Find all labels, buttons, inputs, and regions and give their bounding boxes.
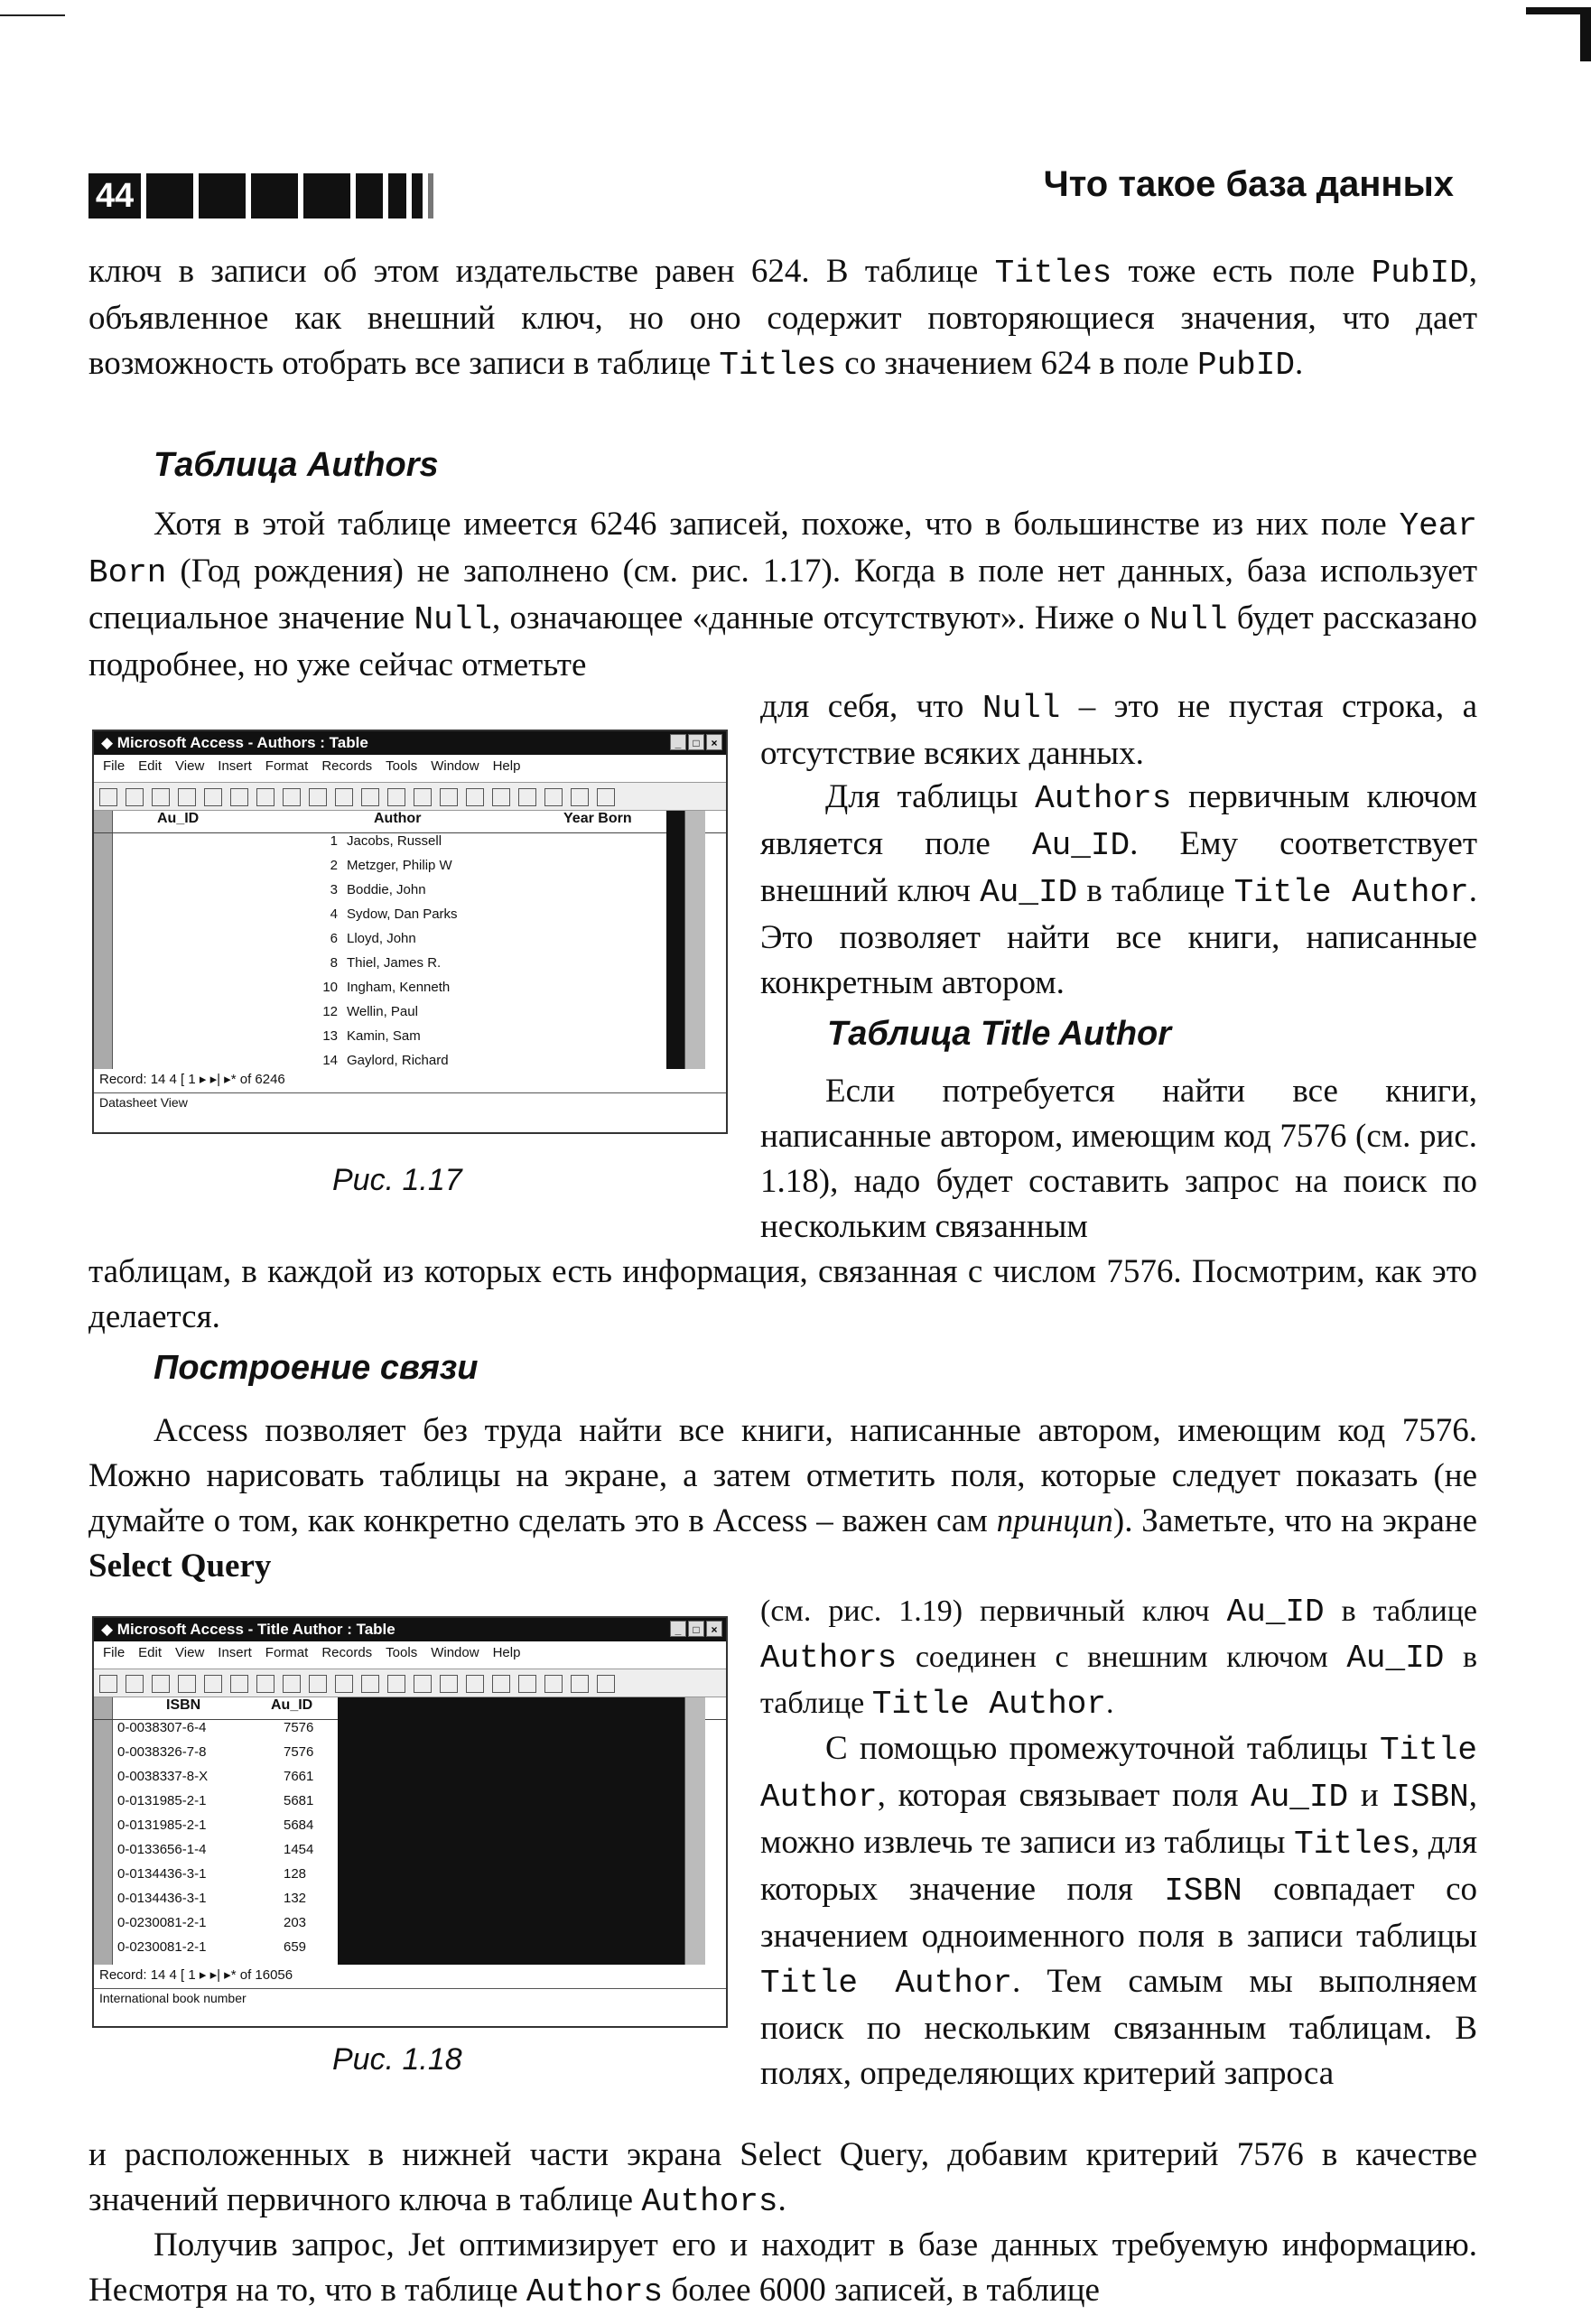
table-row[interactable] xyxy=(94,980,726,1004)
minimize-icon[interactable]: _ xyxy=(670,1621,686,1637)
cell-isbn: 0-0131985-2-1 xyxy=(117,1793,207,1808)
menu-tools[interactable]: Tools xyxy=(386,758,418,774)
window-title-bar: ◆ Microsoft Access - Authors : Table _ □ × xyxy=(94,731,726,755)
cell-au-id: 6 xyxy=(330,931,338,946)
datasheet-grid xyxy=(94,1697,726,1965)
cell-au-id: 203 xyxy=(284,1915,307,1930)
cell-au-id: 2 xyxy=(330,858,338,873)
cell-au-id: 1 xyxy=(330,833,338,849)
menu-help[interactable]: Help xyxy=(492,1645,521,1660)
record-navigator[interactable]: Record: 14 4 [ 1 ▸ ▸| ▸* of 16056 xyxy=(99,1967,293,1983)
cell-au-id: 4 xyxy=(330,906,338,922)
cell-au-id: 10 xyxy=(322,980,338,995)
paragraph: и расположенных в нижней части экрана Select Query, добавим критерий 7576 в качестве значений первичного ключа в таблице Authors. xyxy=(88,2136,1477,2220)
paragraph: Если потребуется найти все книги, написанные автором, имеющим код 7576 (см. рис. 1.18), надо будет составить запрос на поиск по нескольким связанным xyxy=(760,1073,1477,1245)
minimize-icon[interactable]: _ xyxy=(670,734,686,750)
menu-view[interactable]: View xyxy=(175,758,205,774)
col-isbn[interactable]: ISBN xyxy=(166,1697,201,1713)
cell-author: Boddie, John xyxy=(347,882,426,897)
cell-author: Sydow, Dan Parks xyxy=(347,906,458,922)
figure-caption: Рис. 1.18 xyxy=(332,2042,462,2077)
paragraph: для себя, что Null – это не пустая строка, а отсутствие всяких данных. xyxy=(760,688,1477,772)
cell-isbn: 0-0230081-2-1 xyxy=(117,1939,207,1955)
cell-au-id: 7576 xyxy=(284,1720,314,1735)
menu-format[interactable]: Format xyxy=(265,758,309,774)
chapter-title: Что такое база данных xyxy=(1043,164,1454,204)
vertical-scrollbar[interactable] xyxy=(684,811,705,1069)
table-row[interactable] xyxy=(94,1028,726,1053)
cell-author: Lloyd, John xyxy=(347,931,416,946)
window-title-bar: ◆ Microsoft Access - Title Author : Table _ □ × xyxy=(94,1618,726,1641)
cell-author: Gaylord, Richard xyxy=(347,1053,449,1068)
paragraph: (см. рис. 1.19) первичный ключ Au_ID в таблице Authors соединен с внешним ключом Au_ID в таблице Title Author. xyxy=(760,1594,1477,1723)
cell-au-id: 7576 xyxy=(284,1744,314,1760)
cell-au-id: 5684 xyxy=(284,1817,314,1833)
cell-au-id: 128 xyxy=(284,1866,307,1882)
cell-author: Wellin, Paul xyxy=(347,1004,418,1019)
cell-isbn: 0-0133656-1-4 xyxy=(117,1842,207,1857)
vertical-scrollbar[interactable] xyxy=(684,1697,705,1965)
menu-window[interactable]: Window xyxy=(431,1645,479,1660)
heading-relations: Построение связи xyxy=(154,1349,479,1387)
cell-author: Jacobs, Russell xyxy=(347,833,442,849)
cell-au-id: 12 xyxy=(322,1004,338,1019)
col-author[interactable]: Author xyxy=(374,811,422,826)
cell-author: Kamin, Sam xyxy=(347,1028,421,1044)
cell-author: Ingham, Kenneth xyxy=(347,980,451,995)
figure-caption: Рис. 1.17 xyxy=(332,1163,462,1197)
cell-au-id: 659 xyxy=(284,1939,307,1955)
cell-au-id: 1454 xyxy=(284,1842,314,1857)
menu-bar xyxy=(94,755,726,783)
cell-au-id: 3 xyxy=(330,882,338,897)
cell-isbn: 0-0230081-2-1 xyxy=(117,1915,207,1930)
table-row[interactable] xyxy=(94,882,726,906)
menu-view[interactable]: View xyxy=(175,1645,205,1660)
maximize-icon[interactable]: □ xyxy=(688,734,704,750)
close-icon[interactable]: × xyxy=(706,1621,722,1637)
table-row[interactable] xyxy=(94,858,726,882)
access-authors-window xyxy=(92,730,728,1134)
menu-records[interactable]: Records xyxy=(321,758,373,774)
cell-au-id: 14 xyxy=(322,1053,338,1068)
paragraph: С помощью промежуточной таблицы Title Author, которая связывает поля Au_ID и ISBN, можно извлечь те записи из таблицы Titles, для которых значение поля ISBN совпадает со значением одноименного поля в записи таблицы Title Author. Тем самым мы выполняем поиск по нескольким связанным таблицам. В полях, определяющих критерий запроса xyxy=(760,1730,1477,2092)
menu-records[interactable]: Records xyxy=(321,1645,373,1660)
menu-insert[interactable]: Insert xyxy=(218,758,252,774)
cell-isbn: 0-0131985-2-1 xyxy=(117,1817,207,1833)
col-au-id[interactable]: Au_ID xyxy=(157,811,200,826)
grid-header xyxy=(94,811,726,833)
cell-isbn: 0-0134436-3-1 xyxy=(117,1866,207,1882)
table-row[interactable] xyxy=(94,1053,726,1077)
table-row[interactable] xyxy=(94,955,726,980)
table-row[interactable] xyxy=(94,1004,726,1028)
access-title-author-window xyxy=(92,1616,728,2028)
menu-file[interactable]: File xyxy=(103,758,126,774)
paragraph: таблицам, в каждой из которых есть информация, связанная с числом 7576. Посмотрим, как это делается. xyxy=(88,1253,1477,1335)
cell-author: Metzger, Philip W xyxy=(347,858,452,873)
menu-help[interactable]: Help xyxy=(492,758,521,774)
close-icon[interactable]: × xyxy=(706,734,722,750)
cell-au-id: 132 xyxy=(284,1891,307,1906)
cell-isbn: 0-0038326-7-8 xyxy=(117,1744,207,1760)
heading-title-author: Таблица Title Author xyxy=(827,1015,1172,1053)
paragraph: ключ в записи об этом издательстве равен 624. В таблице Titles тоже есть поле PubID, объявленное как внешний ключ, но оно содержит повторяющиеся значения, что дает возможность отобрать все записи в таблице Titles со значением 624 в поле PubID. xyxy=(88,253,1477,384)
paragraph: Получив запрос, Jet оптимизирует его и находит в базе данных требуемую информацию. Несмотря на то, что в таблице Authors более 6000 записей, в таблице xyxy=(88,2226,1477,2310)
menu-format[interactable]: Format xyxy=(265,1645,309,1660)
menu-bar xyxy=(94,1641,726,1669)
cell-isbn: 0-0134436-3-1 xyxy=(117,1891,207,1906)
col-year-born[interactable]: Year Born xyxy=(563,811,632,826)
menu-file[interactable]: File xyxy=(103,1645,126,1660)
record-navigator[interactable]: Record: 14 4 [ 1 ▸ ▸| ▸* of 6246 xyxy=(99,1072,285,1087)
menu-window[interactable]: Window xyxy=(431,758,479,774)
status-bar: Datasheet View xyxy=(94,1092,726,1111)
paragraph: Для таблицы Authors первичным ключом является поле Au_ID. Ему соответствует внешний ключ Au_ID в таблице Title Author. Это позволяет найти все книги, написанные конкретным автором. xyxy=(760,778,1477,1001)
table-row[interactable] xyxy=(94,931,726,955)
cell-au-id: 8 xyxy=(330,955,338,971)
page-number-bar xyxy=(88,173,433,218)
status-bar: International book number xyxy=(94,1988,726,2007)
col-au-id[interactable]: Au_ID xyxy=(271,1697,313,1713)
heading-authors: Таблица Authors xyxy=(154,446,439,484)
menu-edit[interactable]: Edit xyxy=(138,1645,163,1660)
cell-isbn: 0-0038337-8-X xyxy=(117,1769,209,1784)
table-row[interactable] xyxy=(94,906,726,931)
corner-mark-icon xyxy=(1526,7,1591,61)
table-row[interactable] xyxy=(94,833,726,858)
toolbar xyxy=(94,1669,726,1697)
datasheet-grid xyxy=(94,811,726,1069)
paragraph: Access позволяет без труда найти все книги, написанные автором, имеющим код 7576. Можно нарисовать таблицы на экране, а затем отметить поля, которые следует показать (не думайте о том, как конкретно сделать это в Access – важен сам принцип). Заметьте, что на экране Select Query xyxy=(88,1412,1477,1585)
paragraph: Хотя в этой таблице имеется 6246 записей, похоже, что в большинстве из них поле Year Born (Год рождения) не заполнено (см. рис. 1.17). Когда в поле нет данных, база использует специальное значение Null, означающее «данные отсутствуют». Ниже о Null будет рассказано подробнее, но уже сейчас отметьте xyxy=(88,506,1478,683)
page-number: 44 xyxy=(88,173,141,218)
menu-tools[interactable]: Tools xyxy=(386,1645,418,1660)
cell-au-id: 13 xyxy=(322,1028,338,1044)
toolbar xyxy=(94,783,726,811)
cell-author: Thiel, James R. xyxy=(347,955,442,971)
menu-edit[interactable]: Edit xyxy=(138,758,163,774)
top-rule xyxy=(0,14,65,16)
menu-insert[interactable]: Insert xyxy=(218,1645,252,1660)
cell-au-id: 7661 xyxy=(284,1769,314,1784)
cell-isbn: 0-0038307-6-4 xyxy=(117,1720,207,1735)
maximize-icon[interactable]: □ xyxy=(688,1621,704,1637)
cell-au-id: 5681 xyxy=(284,1793,314,1808)
